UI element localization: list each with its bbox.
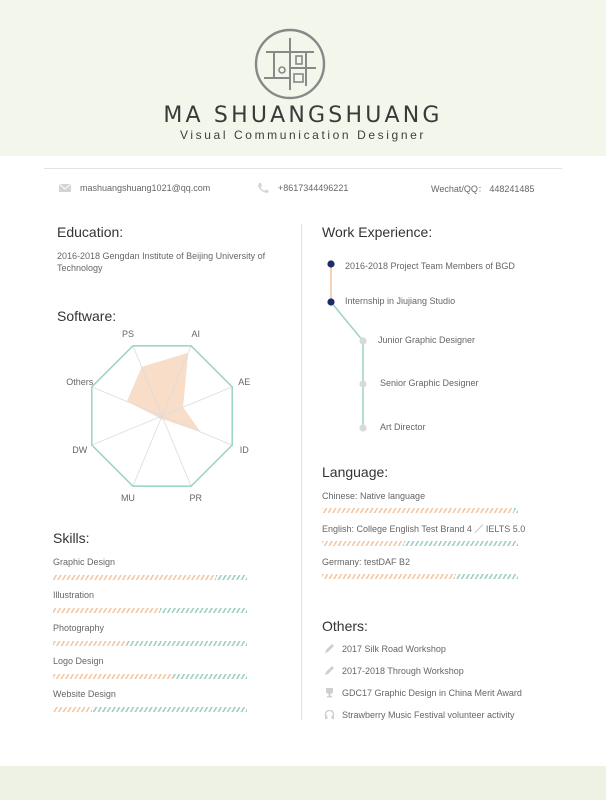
timeline-item: Senior Graphic Designer [380, 378, 479, 388]
radar-axis-label: AE [238, 376, 251, 387]
wechat-text: Wechat/QQ： 448241485 [431, 184, 535, 194]
others-item-label: 2017 Silk Road Workshop [342, 643, 446, 654]
others-item [324, 643, 446, 654]
phone-icon [256, 182, 270, 194]
others-item [324, 665, 464, 676]
language-label: Chinese: Native language [322, 491, 426, 501]
wechat-contact [431, 182, 534, 195]
language-heading: Language: [322, 464, 389, 480]
skill-label: Photography [53, 623, 105, 633]
email-contact[interactable] [58, 182, 210, 194]
skill-label: Illustration [53, 590, 95, 600]
others-item [324, 709, 515, 720]
language-label: English: College English Test Brand 4 ／ IELTS 5.0 [322, 524, 526, 534]
column-divider [301, 224, 302, 720]
progress-bar [53, 608, 247, 613]
timeline-item: Junior Graphic Designer [378, 335, 476, 345]
skill-label: Graphic Design [53, 557, 116, 567]
timeline-item: 2016-2018 Project Team Members of BGD [345, 261, 515, 271]
others-item-label: 2017-2018 Through Workshop [342, 665, 464, 676]
timeline-segment [331, 302, 363, 428]
others-item-label: GDC17 Graphic Design in China Merit Award [342, 687, 522, 698]
timeline-node [327, 298, 334, 305]
progress-bar [322, 541, 518, 546]
pen-icon [324, 643, 335, 654]
progress-bar [53, 575, 247, 580]
progress-bar [53, 707, 247, 712]
skills-heading: Skills: [53, 530, 90, 546]
logo-icon [254, 28, 326, 100]
education-text: 2016-2018 Gengdan Institute of Beijing University of Technology [57, 251, 266, 273]
progress-bar [53, 641, 247, 646]
radar-axis-label: ID [239, 445, 249, 456]
timeline-item: Art Director [380, 422, 426, 432]
work-heading: Work Experience: [322, 224, 433, 240]
radar-axis-label: DW [72, 445, 88, 456]
language-label: Germany: testDAF B2 [322, 557, 411, 567]
header-band [0, 0, 606, 156]
timeline-node [359, 337, 366, 344]
software-heading: Software: [57, 308, 117, 324]
timeline-node [359, 380, 366, 387]
others-item [324, 687, 522, 698]
radar-axis-label: PR [189, 493, 203, 504]
progress-bar [322, 574, 518, 579]
progress-bar [322, 508, 518, 513]
progress-bar [53, 674, 247, 679]
timeline-node [359, 424, 366, 431]
work-timeline [322, 254, 562, 454]
skill-label: Website Design [53, 689, 116, 699]
radar-axis-label: AI [191, 328, 201, 339]
person-name: MA SHUANGSHUANG [163, 103, 443, 128]
radar-axis-label: Others [66, 376, 94, 387]
timeline-svg [322, 254, 562, 454]
mail-icon [58, 182, 72, 194]
contact-divider [44, 168, 562, 169]
others-item-label: Strawberry Music Festival volunteer activity [342, 709, 515, 720]
footer-band [0, 766, 606, 800]
headphones-icon [324, 709, 335, 720]
email-text: mashuangshuang1021@qq.com [80, 183, 211, 193]
trophy-icon [324, 687, 335, 698]
software-radar-chart [50, 324, 270, 509]
timeline-item: Internship in Jiujiang Studio [345, 296, 456, 306]
others-heading: Others: [322, 618, 368, 634]
timeline-node [327, 260, 334, 267]
job-title: Visual Communication Designer [180, 128, 426, 142]
phone-contact[interactable] [256, 182, 348, 194]
radar-axis-label: PS [121, 328, 134, 339]
education-heading: Education: [57, 224, 124, 240]
phone-text: +8617344496221 [278, 183, 349, 193]
pen-icon [324, 665, 335, 676]
radar-axis-label: MU [120, 493, 135, 504]
skill-label: Logo Design [53, 656, 104, 666]
radar-svg [50, 324, 270, 509]
